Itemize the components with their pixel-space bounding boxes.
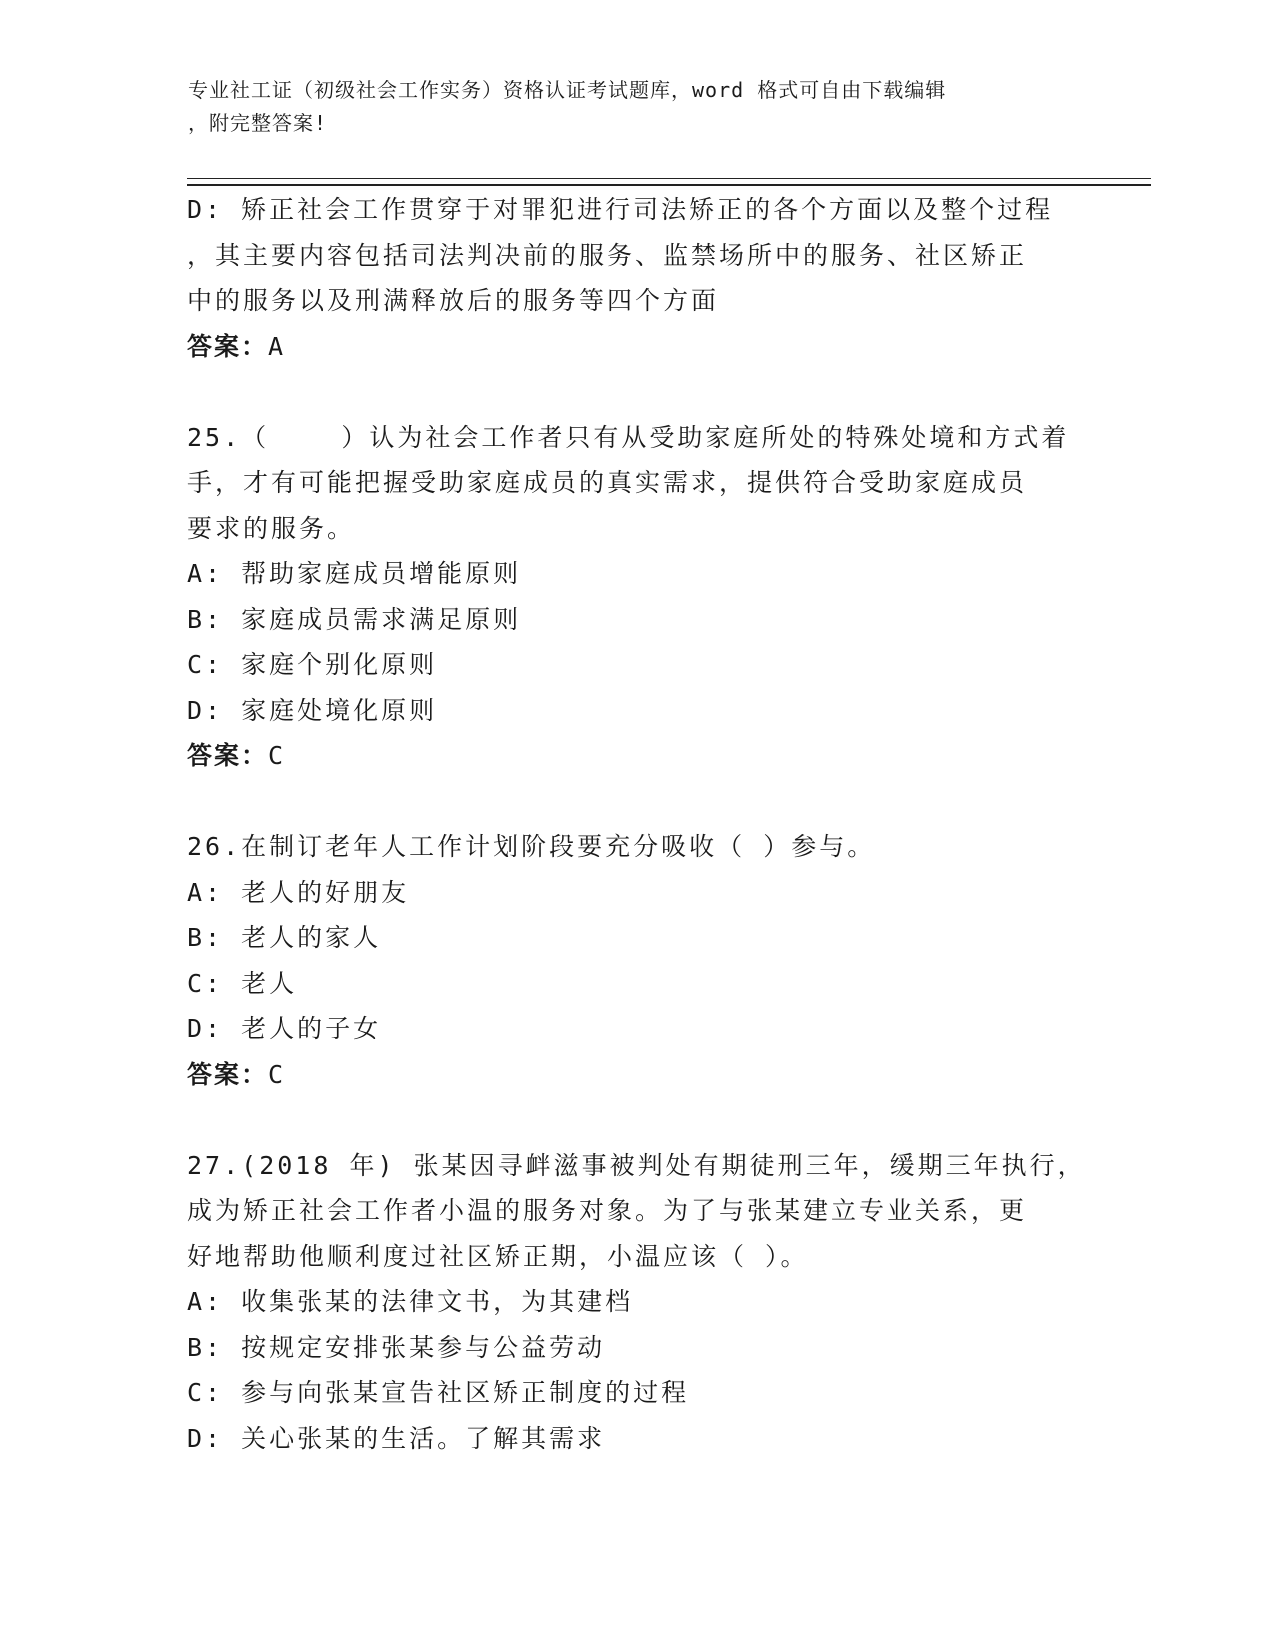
answer-value: C [268, 741, 287, 770]
option-d-line: 中的服务以及刑满释放后的服务等四个方面 [187, 286, 720, 315]
question-stem-line: 27.(2018 年) 张某因寻衅滋事被判处有期徒刑三年，缓期三年执行， [187, 1150, 1086, 1180]
question-stem-line: 25.（ ）认为社会工作者只有从受助家庭所处的特殊处境和方式着 [187, 422, 1070, 452]
previous-question-tail [187, 187, 1077, 369]
answer-line [187, 733, 1077, 779]
option-d: D: 关心张某的生活。了解其需求 [187, 1423, 606, 1453]
answer-value: A [268, 331, 287, 361]
answer-line [187, 324, 1077, 370]
option-d: D: 老人的子女 [187, 1014, 382, 1043]
option-d-line: ，其主要内容包括司法判决前的服务、监禁场所中的服务、社区矫正 [187, 240, 1028, 270]
answer-value: C [268, 1059, 287, 1089]
option-a: A: 帮助家庭成员增能原则 [187, 559, 522, 588]
option-c: C: 参与向张某宣告社区矫正制度的过程 [187, 1378, 690, 1407]
option-c: C: 老人 [187, 968, 298, 998]
header-divider [187, 178, 1151, 186]
answer-label: 答案： [187, 1059, 269, 1089]
option-b: B: 老人的家人 [187, 923, 382, 952]
answer-label: 答案： [187, 331, 269, 361]
answer-line [187, 1052, 1077, 1098]
answer-label: 答案： [187, 741, 269, 770]
option-a: A: 老人的好朋友 [187, 877, 410, 907]
question-25 [187, 415, 1077, 779]
question-26 [187, 824, 1077, 1097]
question-content [187, 187, 1086, 1461]
option-a: A: 收集张某的法律文书，为其建档 [187, 1287, 634, 1316]
question-stem-line: 要求的服务。 [187, 513, 356, 543]
spacer [187, 369, 1077, 415]
option-b: B: 按规定安排张某参与公益劳动 [187, 1332, 606, 1362]
question-27 [187, 1143, 1086, 1462]
question-stem-line: 手，才有可能把握受助家庭成员的真实需求，提供符合受助家庭成员 [187, 468, 1028, 497]
option-d: D: 家庭处境化原则 [187, 695, 438, 725]
spacer [187, 779, 1077, 825]
option-b: B: 家庭成员需求满足原则 [187, 604, 522, 634]
spacer [187, 1097, 1077, 1143]
question-stem-line: 26.在制订老年人工作计划阶段要充分吸收（ ）参与。 [187, 832, 876, 861]
option-c: C: 家庭个别化原则 [187, 650, 438, 679]
header-title-line-2: ，附完整答案! [188, 111, 328, 135]
question-stem-line: 成为矫正社会工作者小温的服务对象。为了与张某建立专业关系，更 [187, 1196, 1028, 1225]
document-header [188, 74, 1068, 140]
question-stem-line: 好地帮助他顺利度过社区矫正期，小温应该（ ）。 [187, 1241, 809, 1271]
option-d-line: D: 矫正社会工作贯穿于对罪犯进行司法矫正的各个方面以及整个过程 [187, 195, 1054, 224]
header-title-line-1: 专业社工证（初级社会工作实务）资格认证考试题库，word 格式可自由下载编辑 [188, 78, 947, 102]
